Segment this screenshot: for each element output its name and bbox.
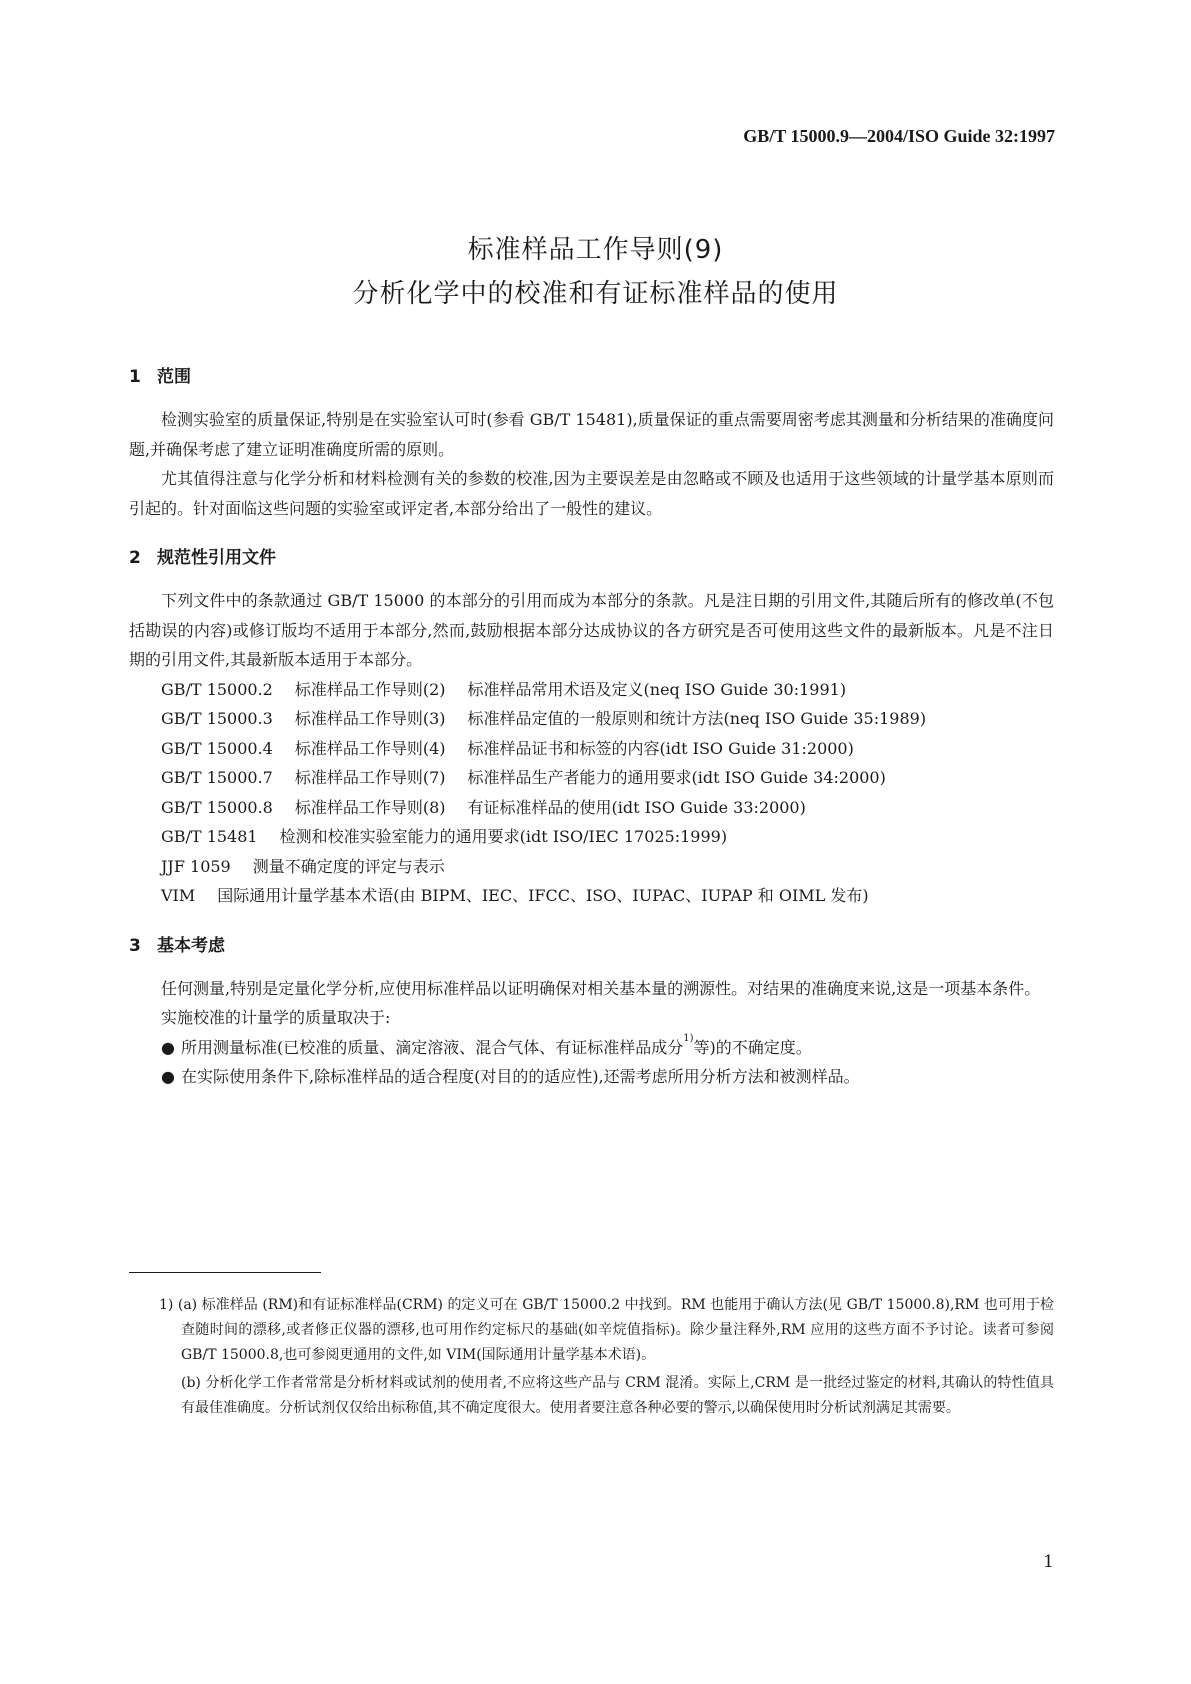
ref-title: 标准样品工作导则(7) [294, 768, 446, 787]
reference-item [129, 852, 1054, 882]
reference-item [129, 704, 1054, 734]
ref-code: JJF 1059 [161, 856, 231, 876]
ref-code: GB/T 15000.4 [161, 738, 273, 758]
section-title: 范围 [157, 367, 191, 387]
reference-item [129, 822, 1054, 852]
ref-code: VIM [161, 886, 196, 905]
section-3-heading [129, 931, 1054, 956]
reference-item [129, 734, 1054, 764]
paragraph: 任何测量,特别是定量化学分析,应使用标准样品以证明确保对相关基本量的溯源性。对结果的准确度来说,这是一项基本条件。 [161, 978, 1041, 998]
footnote-marker: 1) [159, 1297, 174, 1313]
ref-desc: 有证标准样品的使用(idt ISO Guide 33:2000) [467, 797, 806, 817]
footnote-text: (a) 标准样品 (RM)和有证标准样品(CRM) 的定义可在 GB/T 15000.2 中找到。RM 也能用于确认方法(见 GB/T 15000.8),RM 也可用于检查随时间的漂移,或者修正仪器的漂移,也可用作约定标尺的基础(如辛烷值指标)。除少量注释外,RM 应用的这些方面不予讨论。读者可参阅 GB/T 15000.8,也可参阅更通用的文件,如 VIM(国际通用计量学基本术语)。 [177, 1297, 1054, 1363]
paragraph: 下列文件中的条款通过 GB/T 15000 的本部分的引用而成为本部分的条款。凡是注日期的引用文件,其随后所有的修改单(不包括勘误的内容)或修订版均不适用于本部分,然而,鼓励根据本部分达成协议的各方研究是否可使用这些文件的最新版本。凡是不注日期的引用文件,其最新版本适用于本部分。 [129, 591, 1054, 669]
footnote-divider [129, 1272, 321, 1273]
main-content [129, 362, 1054, 1092]
ref-desc: 标准样品定值的一般原则和统计方法(neq ISO Guide 35:1989) [467, 709, 927, 728]
footnotes [159, 1293, 1054, 1424]
reference-item [129, 675, 1054, 705]
section-1-heading [129, 362, 1054, 387]
section-number: 1 [129, 367, 141, 387]
bullet-list [129, 1033, 1054, 1092]
paragraph: 尤其值得注意与化学分析和材料检测有关的参数的校准,因为主要误差是由忽略或不顾及也适用于这些领域的计量学基本原则而引起的。针对面临这些问题的实验室或评定者,本部分给出了一般性的建议。 [129, 469, 1054, 518]
bullet-text: 在实际使用条件下,除标准样品的适合程度(对目的的适应性),还需考虑所用分析方法和被测样品。 [181, 1067, 860, 1086]
bullet-icon: ● [161, 1067, 175, 1086]
footnote-reference[interactable]: 1) [683, 1032, 694, 1044]
bullet-icon: ● [161, 1037, 175, 1057]
ref-title: 标准样品工作导则(3) [294, 709, 446, 728]
footnote-a [159, 1293, 1054, 1368]
section-title: 基本考虑 [157, 935, 225, 956]
bullet-text-tail: 等)的不确定度。 [693, 1037, 812, 1057]
ref-code: GB/T 15481 [161, 827, 258, 846]
ref-title: 标准样品工作导则(2) [294, 679, 446, 699]
title-line-1: 标准样品工作导则(9) [467, 235, 724, 265]
normative-references-list [129, 675, 1054, 911]
bullet-text: 所用测量标准(已校准的质量、滴定溶液、混合气体、有证标准样品成分 [181, 1037, 684, 1057]
ref-title: 国际通用计量学基本术语(由 BIPM、IEC、IFCC、ISO、IUPAC、IUPAP 和 OIML 发布) [217, 886, 869, 905]
ref-title: 测量不确定度的评定与表示 [252, 856, 445, 876]
paragraph: 实施校准的计量学的质量取决于: [161, 1008, 391, 1027]
section-title: 规范性引用文件 [157, 548, 276, 568]
ref-code: GB/T 15000.8 [161, 797, 273, 817]
ref-desc: 标准样品常用术语及定义(neq ISO Guide 30:1991) [467, 679, 847, 699]
ref-code: GB/T 15000.7 [161, 768, 273, 787]
standard-code: GB/T 15000.9—2004/ISO Guide 32:1997 [743, 126, 1055, 146]
section-2-heading [129, 543, 1054, 568]
ref-title: 标准样品工作导则(4) [294, 738, 446, 758]
paragraph: 检测实验室的质量保证,特别是在实验室认可时(参看 GB/T 15481),质量保证的重点需要周密考虑其测量和分析结果的准确度问题,并确保考虑了建立证明准确度所需的原则。 [129, 410, 1054, 459]
ref-code: GB/T 15000.3 [161, 709, 273, 728]
ref-desc: 标准样品生产者能力的通用要求(idt ISO Guide 34:2000) [467, 768, 886, 787]
ref-desc: 标准样品证书和标签的内容(idt ISO Guide 31:2000) [467, 738, 854, 758]
bullet-item [129, 1062, 1054, 1092]
ref-code: GB/T 15000.2 [161, 679, 273, 699]
page-number: 1 [1043, 1552, 1054, 1572]
bullet-item [129, 1033, 1054, 1063]
section-number: 3 [129, 935, 141, 956]
ref-title: 标准样品工作导则(8) [294, 797, 446, 817]
ref-title: 检测和校准实验室能力的通用要求(idt ISO/IEC 17025:1999) [279, 827, 728, 846]
section-number: 2 [129, 548, 141, 568]
reference-item [129, 763, 1054, 793]
document-title [0, 228, 1191, 316]
reference-item [129, 881, 1054, 911]
footnote-b: (b) 分析化学工作者常常是分析材料或试剂的使用者,不应将这些产品与 CRM 混淆。实际上,CRM 是一批经过鉴定的材料,其确认的特性值具有最佳准确度。分析试剂仅仅给出标称值,其不确定度很大。使用者要注意各种必要的警示,以确保使用时分析试剂满足其需要。 [181, 1375, 1054, 1416]
title-line-2: 分析化学中的校准和有证标准样品的使用 [352, 279, 839, 309]
reference-item [129, 793, 1054, 823]
